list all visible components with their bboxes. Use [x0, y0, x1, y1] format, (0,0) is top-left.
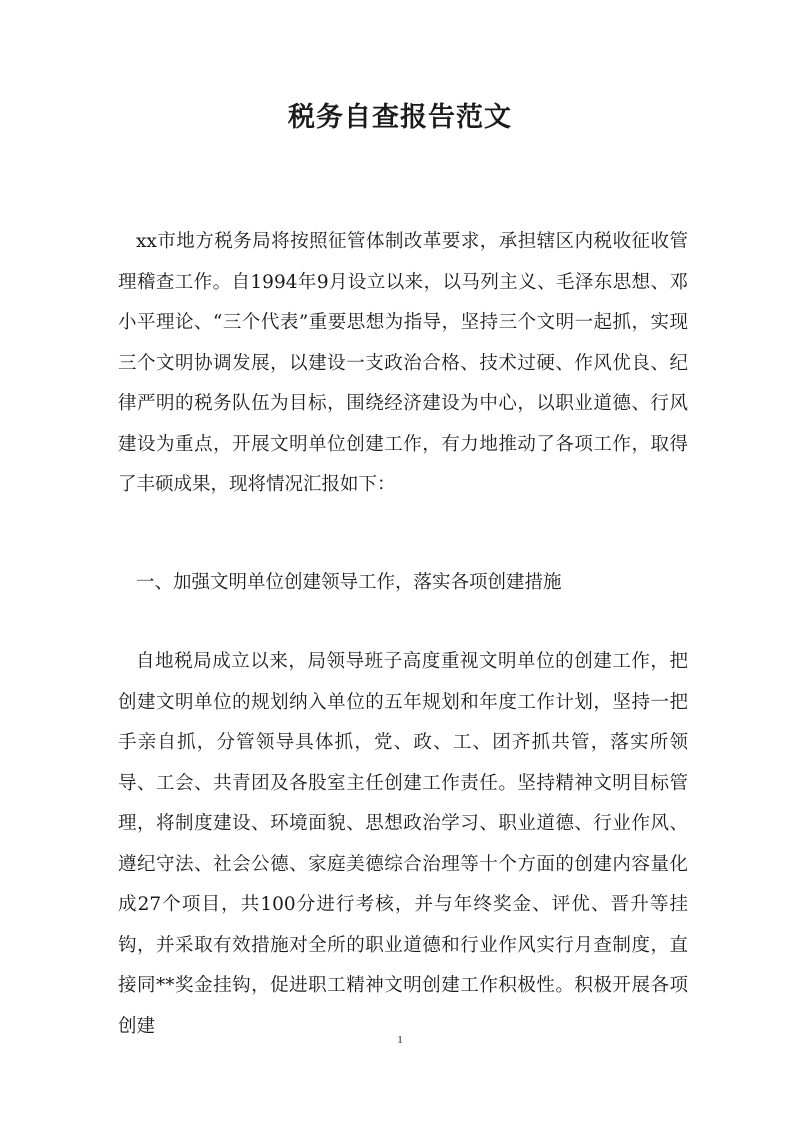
intro-paragraph: xx市地方税务局将按照征管体制改革要求，承担辖区内税收征收管理稽查工作。自1994年9月设立以来，以马列主义、毛泽东思想、邓小平理论、“三个代表”重要思想为指导，坚持三个文明一起抓，实现三个文明协调发展，以建设一支政治合格、技术过硬、作风优良、纪律严明的税务队伍为目标，围绕经济建设为中心，以职业道德、行风建设为重点，开展文明单位创建工作，有力地推动了各项工作，取得了丰硕成果，现将情况汇报如下：: [118, 231, 688, 495]
page-number: 1: [397, 1034, 403, 1046]
section-heading: 一、加强文明单位创建领导工作，落实各项创建措施: [136, 572, 562, 593]
document-title: 税务自查报告范文: [288, 102, 512, 133]
body-paragraph: 自地税局成立以来，局领导班子高度重视文明单位的创建工作，把创建文明单位的规划纳入单位的五年规划和年度工作计划，坚持一把手亲自抓，分管领导具体抓，党、政、工、团齐抓共管，落实所领导、工会、共青团及各股室主任创建工作责任。坚持精神文明目标管理，将制度建设、环境面貌、思想政治学习、职业道德、行业作风、遵纪守法、社会公德、家庭美德综合治理等十个方面的创建内容量化成27个项目，共100分进行考核，并与年终奖金、评优、晋升等挂钩，并采取有效措施对全所的职业道德和行业作风实行月查制度，直接同**奖金挂钩，促进职工精神文明创建工作积极性。积极开展各项创建: [118, 651, 688, 1037]
